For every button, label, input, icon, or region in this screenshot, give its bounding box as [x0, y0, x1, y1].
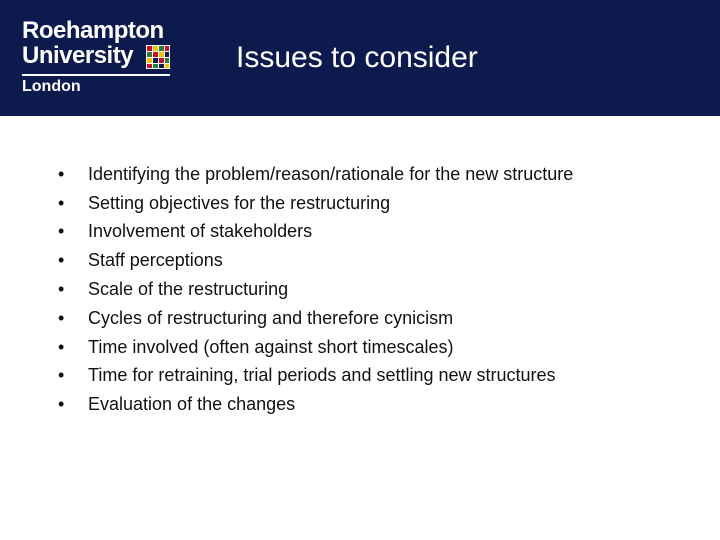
- bullet-text: Scale of the restructuring: [88, 279, 289, 300]
- logo-line-university: University: [22, 42, 134, 69]
- bullet-item: [58, 160, 573, 189]
- slide-header: [0, 0, 720, 116]
- bullet-marker: •: [58, 250, 65, 271]
- bullet-text: Involvement of stakeholders: [88, 221, 313, 242]
- crest-icon: [146, 45, 170, 69]
- bullet-text: Staff perceptions: [88, 250, 223, 271]
- bullet-item: [58, 333, 573, 362]
- bullet-marker: •: [58, 336, 65, 357]
- bullet-text: Evaluation of the changes: [88, 394, 296, 415]
- bullet-text: Time for retraining, trial periods and settling new structures: [88, 365, 556, 386]
- bullet-item: [58, 304, 573, 333]
- logo-divider: [22, 74, 170, 76]
- bullet-marker: •: [58, 307, 65, 328]
- bullet-item: [58, 246, 573, 275]
- bullet-marker: •: [58, 221, 65, 242]
- logo-line-roehampton: Roehampton: [22, 17, 164, 44]
- bullet-list: [58, 160, 573, 419]
- bullet-marker: •: [58, 279, 65, 300]
- logo-line-london: London: [22, 78, 81, 95]
- bullet-text: Time involved (often against short timescales): [88, 336, 454, 357]
- bullet-text: Identifying the problem/reason/rationale for the new structure: [88, 163, 574, 184]
- bullet-item: [58, 362, 573, 391]
- bullet-item: [58, 218, 573, 247]
- bullet-marker: •: [58, 394, 65, 415]
- university-logo: [22, 18, 182, 98]
- bullet-item: [58, 275, 573, 304]
- bullet-marker: •: [58, 163, 65, 184]
- slide-title: Issues to consider: [236, 41, 478, 74]
- bullet-marker: •: [58, 192, 65, 213]
- bullet-item: [58, 189, 573, 218]
- bullet-text: Setting objectives for the restructuring: [88, 192, 391, 213]
- bullet-item: [58, 390, 573, 419]
- bullet-text: Cycles of restructuring and therefore cynicism: [88, 307, 454, 328]
- bullet-marker: •: [58, 365, 65, 386]
